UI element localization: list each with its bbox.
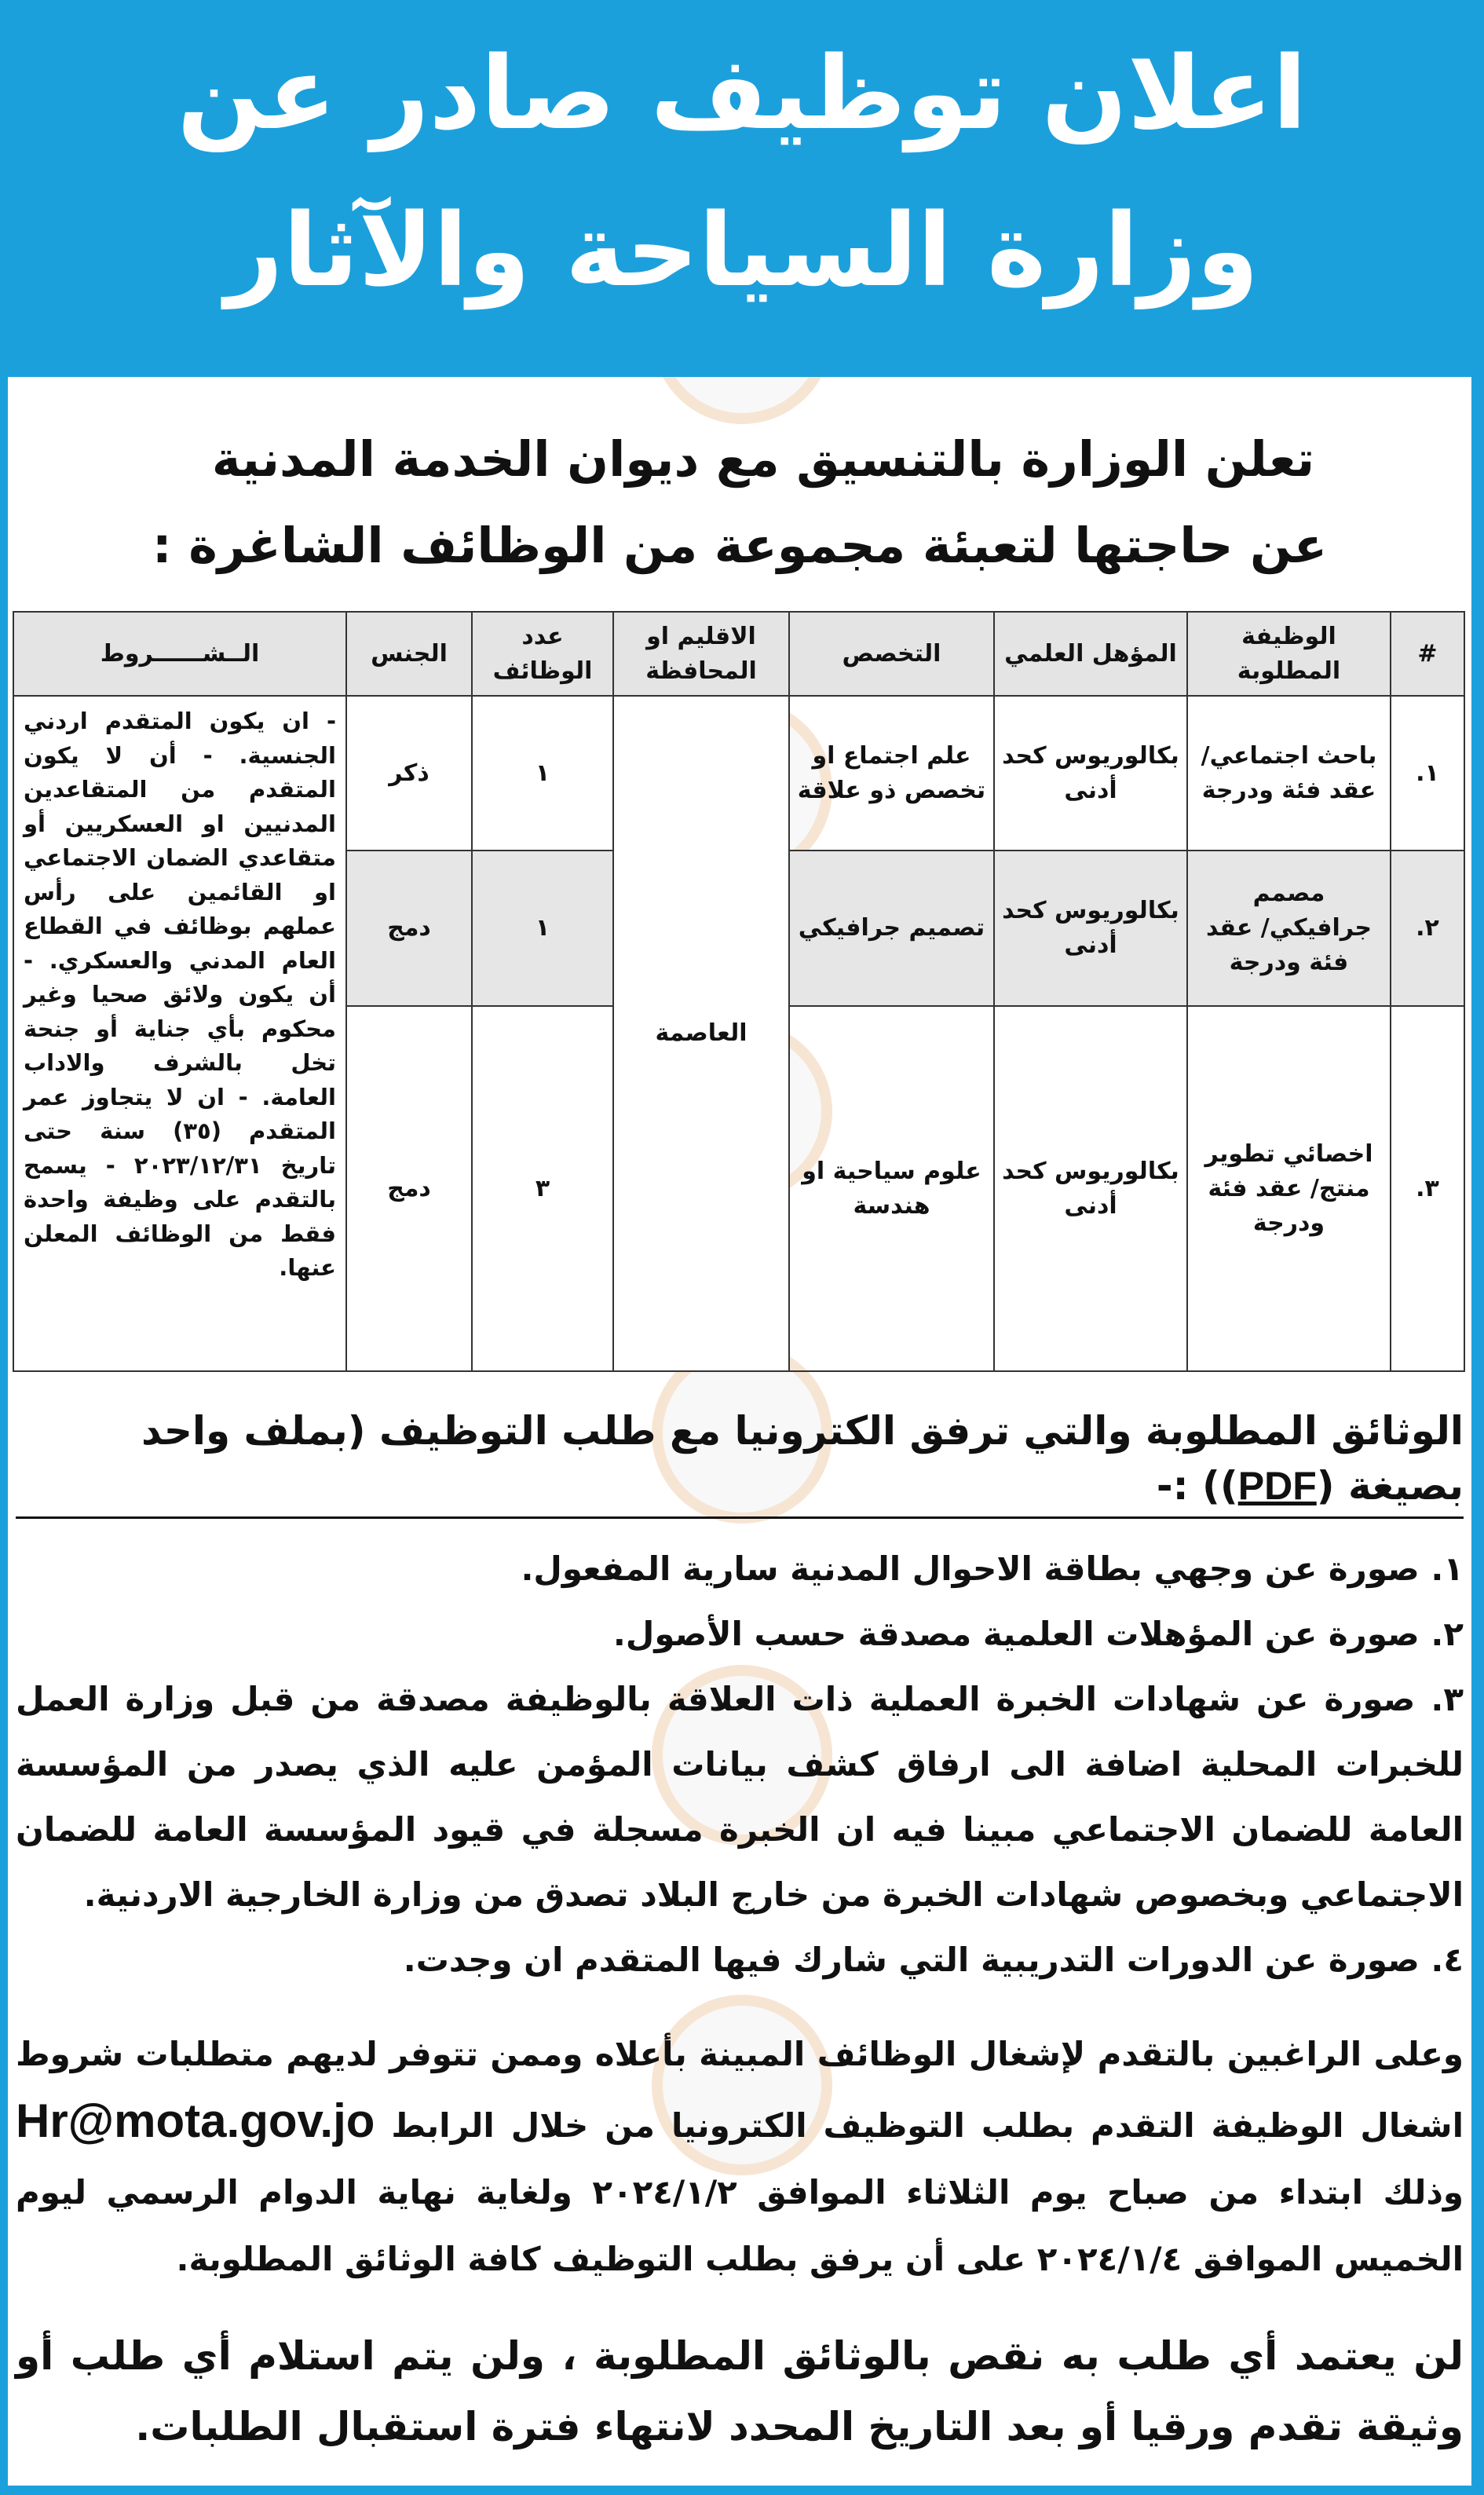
cell-conditions: - ان يكون المتقدم اردني الجنسية. - أن لا يكون المتقدم من المتقاعدين المدنيين او العسكريين أو متقاعدي الضمان الاجتماعي او القائمين على رأس عملهم بوظائف في القطاع العام المدني والعسكري. - أن يكون ولائق صحيا وغير محكوم بأي جناية أو جنحة تخل بالشرف والاداب العامة. - ان لا يتجاوز عمر المتقدم (٣٥) سنة حتى تاريخ ٢٠٢٣/١٢/٣١ - يسمح بالتقدم على وظيفة واحدة فقط من الوظائف المعلن عنها. xyxy=(13,696,346,1371)
cell-job: اخصائي تطوير منتج/ عقد فئة ودرجة xyxy=(1187,1006,1391,1371)
col-header-region: الاقليم او المحافظة xyxy=(613,612,789,696)
intro-line-2: عن حاجتها لتعبئة مجموعة من الوظائف الشاغرة : xyxy=(152,517,1328,574)
cell-count: ١ xyxy=(472,851,613,1006)
cell-qualification: بكالوريوس كحد أدنى xyxy=(994,851,1187,1006)
announcement-header xyxy=(0,0,1484,377)
cell-specialization: تصميم جرافيكي xyxy=(789,851,994,1006)
col-header-qualification: المؤهل العلمي xyxy=(994,612,1187,696)
table-row xyxy=(13,696,1464,851)
application-instructions xyxy=(16,2021,1464,2292)
instructions-dates: وذلك ابتداء من صباح يوم الثلاثاء الموافق ٢٠٢٤/١/٢ ولغاية نهاية الدوام الرسمي ليوم الخميس الموافق ٢٠٢٤/١/٤ على أن يرفق بطلب التوظيف كافة الوثائق المطلوبة. xyxy=(16,2173,1464,2278)
title-line-2: وزارة السياحة والآثار xyxy=(225,192,1259,309)
col-header-count: عدد الوظائف xyxy=(472,612,613,696)
documents-list xyxy=(16,1536,1464,1992)
cell-number: ٣. xyxy=(1391,1006,1464,1371)
instructions-text: وعلى الراغبين بالتقدم لإشغال الوظائف المبينة بأعلاه وممن تتوفر لديهم متطلبات شروط اشغال الوظيفة التقدم بطلب التوظيف الكترونيا من خلال الرابط xyxy=(16,2035,1464,2145)
col-header-specialization: التخصص xyxy=(789,612,994,696)
cell-number: ١. xyxy=(1391,696,1464,851)
documents-heading-end: )) :- xyxy=(1156,1463,1238,1509)
col-header-gender: الجنس xyxy=(346,612,472,696)
announcement-body xyxy=(8,377,1471,2486)
cell-count: ٣ xyxy=(472,1006,613,1371)
title-line-1: اعلان توظيف صادر عن xyxy=(177,35,1307,152)
list-item: ٤. صورة عن الدورات التدريبية التي شارك فيها المتقدم ان وجدت. xyxy=(403,1941,1464,1979)
cell-qualification: بكالوريوس كحد أدنى xyxy=(994,1006,1187,1371)
col-header-number: # xyxy=(1391,612,1464,696)
col-header-job: الوظيفة المطلوبة xyxy=(1187,612,1391,696)
cell-gender: دمج xyxy=(346,851,472,1006)
documents-heading xyxy=(16,1403,1464,1519)
email-link[interactable]: Hr@mota.gov.jo xyxy=(16,2094,375,2147)
list-item: ٢. صورة عن المؤهلات العلمية مصدقة حسب الأصول. xyxy=(612,1615,1464,1653)
list-item: ١. صورة عن وجهي بطاقة الاحوال المدنية سارية المفعول. xyxy=(521,1549,1464,1588)
warning-note: لن يعتمد أي طلب به نقص بالوثائق المطلوبة ، ولن يتم استلام أي طلب أو وثيقة تقدم ورقيا أو بعد التاريخ المحدد لانتهاء فترة استقبال الطلبات. xyxy=(16,2333,1464,2449)
list-item: ٣. صورة عن شهادات الخبرة العملية ذات العلاقة بالوظيفة مصدقة من قبل وزارة العمل للخبرات المحلية اضافة الى ارفاق كشف بيانات المؤمن عليه الذي يصدر من المؤسسة العامة للضمان الاجتماعي مبينا فيه ان الخبرة مسجلة في قيود المؤسسة العامة للضمان الاجتماعي وبخصوص شهادات الخبرة من خارج البلاد تصدق من وزارة الخارجية الاردنية. xyxy=(16,1680,1464,1914)
cell-count: ١ xyxy=(472,696,613,851)
table-header-row xyxy=(13,612,1464,696)
cell-gender: دمج xyxy=(346,1006,472,1371)
announcement-content xyxy=(16,416,1464,2462)
cell-qualification: بكالوريوس كحد أدنى xyxy=(994,696,1187,851)
cell-number: ٢. xyxy=(1391,851,1464,1006)
pdf-label: PDF xyxy=(1237,1464,1317,1508)
cell-specialization: علوم سياحية او هندسة xyxy=(789,1006,994,1371)
documents-heading-text: الوثائق المطلوبة والتي ترفق الكترونيا مع طلب التوظيف (بملف واحد بصيغة ( xyxy=(141,1408,1464,1509)
cell-specialization: علم اجتماع او تخصص ذو علاقة xyxy=(789,696,994,851)
cell-job: مصمم جرافيكي/ عقد فئة ودرجة xyxy=(1187,851,1391,1006)
vacancies-table xyxy=(13,611,1465,1372)
col-header-conditions: الــشــــــروط xyxy=(13,612,346,696)
cell-gender: ذكر xyxy=(346,696,472,851)
intro-line-1: تعلن الوزارة بالتنسيق مع ديوان الخدمة المدنية xyxy=(211,430,1315,488)
cell-job: باحث اجتماعي/ عقد فئة ودرجة xyxy=(1187,696,1391,851)
cell-region: العاصمة xyxy=(613,696,789,1371)
